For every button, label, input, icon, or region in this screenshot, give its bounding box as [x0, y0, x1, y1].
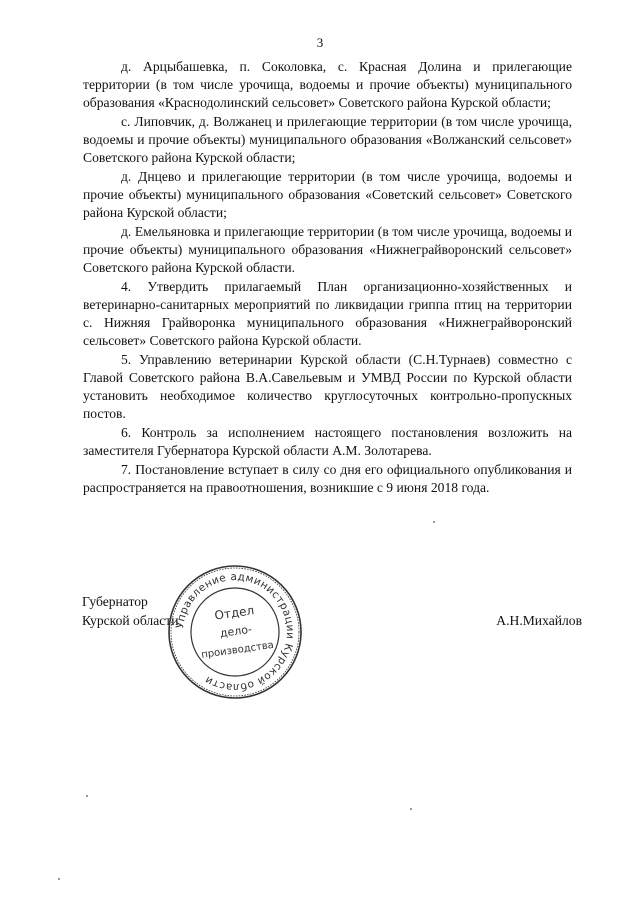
scan-speck [86, 795, 88, 797]
signatory-position-line2: Курской области [82, 613, 179, 628]
scan-speck [410, 808, 412, 810]
stamp-center-line2: дело- [219, 622, 253, 641]
stamp-ring-text: Управление администрации Курской области [174, 570, 297, 694]
paragraph-nizhnegraivoronsky: д. Емельяновка и прилегающие территории (в том числе урочища, водоемы и прочие объекты) муниципального образования «Нижнеграйворонский сельсовет» Советского района Курской области. [83, 224, 572, 275]
paragraph-item-7: 7. Постановление вступает в силу со дня его официального опубликования и распространяется на правоотношения, возникшие с 9 июня 2018 года. [83, 462, 572, 495]
document-body [83, 58, 572, 498]
scan-speck [433, 521, 435, 523]
paragraph-sovetsky: д. Днцево и прилегающие территории (в том числе урочища, водоемы и прочие объекты) муниципального образования «Советский сельсовет» Советского района Курской области; [83, 169, 572, 220]
signatory-name: А.Н.Михайлов [496, 613, 582, 628]
scan-speck [58, 878, 60, 880]
paragraph-item-5: 5. Управлению ветеринарии Курской области (С.Н.Турнаев) совместно с Главой Советского района В.А.Савельевым и УМВД России по Курской области установить необходимое количество круглосуточных контрольно-пропускных постов. [83, 352, 572, 421]
paragraph-volzhansky: с. Липовчик, д. Волжанец и прилегающие территории (в том числе урочища, водоемы и прочие объекты) муниципального образования «Волжанский сельсовет» Советского района Курской области; [83, 114, 572, 165]
stamp-center-line1: Отдел [213, 603, 256, 623]
paragraph-krasnodolinsky: д. Арцыбашевка, п. Соколовка, с. Красная Долина и прилегающие территории (в том числе урочища, водоемы и прочие объекты) муниципального образования «Краснодолинский сельсовет» Советского района Курской области; [83, 59, 572, 110]
paragraph-item-6: 6. Контроль за исполнением настоящего постановления возложить на заместителя Губернатора Курской области А.М. Золотарева. [83, 425, 572, 458]
stamp-center-line3: производства [200, 639, 275, 661]
page-number: 3 [316, 35, 324, 50]
signatory-position-line1: Губернатор [82, 594, 148, 609]
official-stamp [165, 562, 305, 702]
paragraph-item-4: 4. Утвердить прилагаемый План организационно-хозяйственных и ветеринарно-санитарных мероприятий по ликвидации гриппа птиц на территории с. Нижняя Грайворонка муниципального образования «Нижнеграйворонский сельсовет» Советского района Курской области. [83, 279, 572, 348]
